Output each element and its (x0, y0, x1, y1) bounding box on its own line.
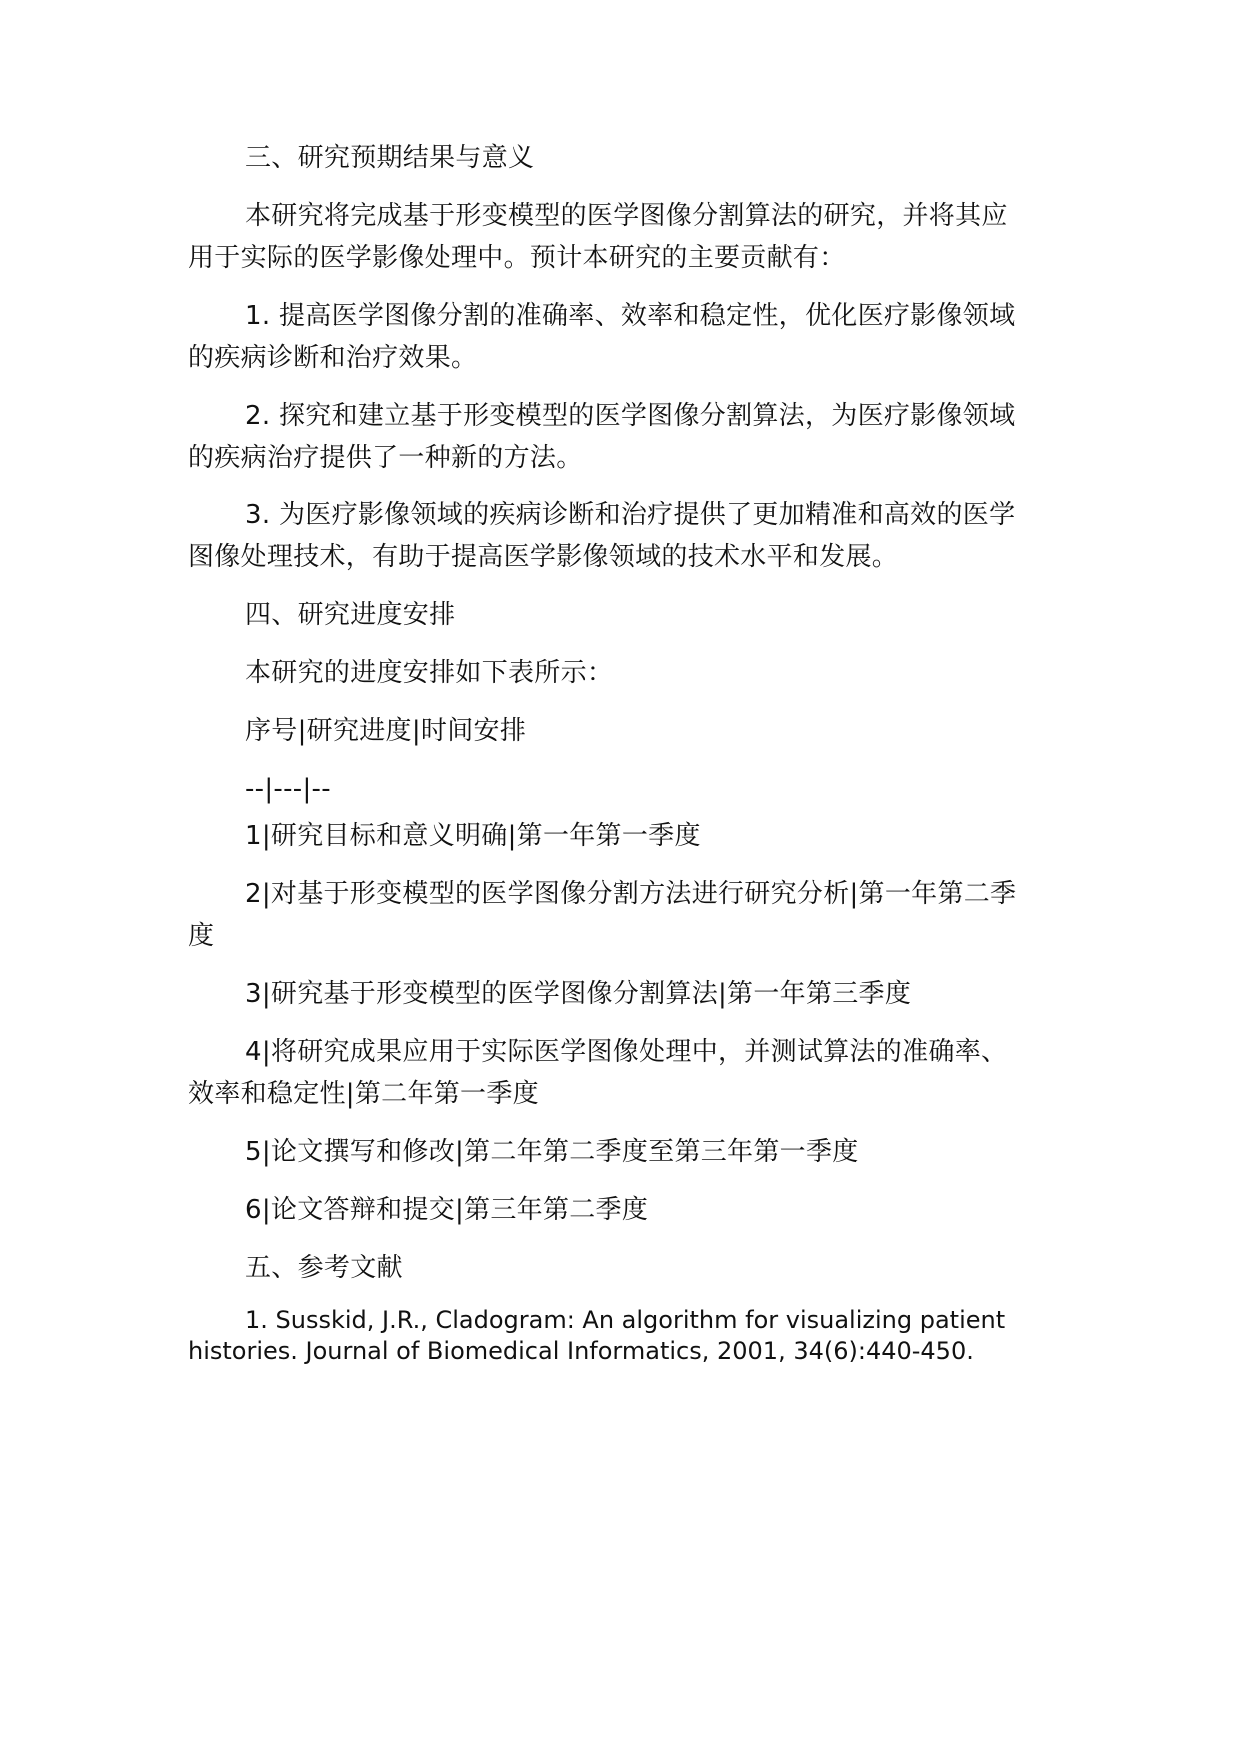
schedule-row-2-line-2: 度 (188, 921, 215, 951)
section-5-heading: 五、参考文献 (245, 1253, 403, 1283)
contribution-2-line-1: 2. 探究和建立基于形变模型的医学图像分割算法，为医疗影像领域 (245, 401, 1016, 431)
section-4-heading: 四、研究进度安排 (245, 600, 456, 630)
contribution-3-line-2: 图像处理技术，有助于提高医学影像领域的技术水平和发展。 (188, 542, 899, 572)
schedule-row-5: 5|论文撰写和修改|第二年第二季度至第三年第一季度 (245, 1137, 859, 1167)
schedule-table-header: 序号|研究进度|时间安排 (245, 716, 527, 746)
reference-1-line-2: histories. Journal of Biomedical Informatics, 2001, 34(6):440-450. (188, 1337, 974, 1365)
contribution-2-line-2: 的疾病治疗提供了一种新的方法。 (188, 443, 583, 473)
schedule-row-6: 6|论文答辩和提交|第三年第二季度 (245, 1195, 649, 1225)
schedule-row-3: 3|研究基于形变模型的医学图像分割算法|第一年第三季度 (245, 979, 912, 1009)
schedule-row-2-line-1: 2|对基于形变模型的医学图像分割方法进行研究分析|第一年第二季 (245, 879, 1017, 909)
reference-1-line-1: 1. Susskid, J.R., Cladogram: An algorithm for visualizing patient (245, 1306, 1006, 1334)
schedule-row-4-line-2: 效率和稳定性|第二年第一季度 (188, 1079, 539, 1109)
schedule-row-1: 1|研究目标和意义明确|第一年第一季度 (245, 821, 701, 851)
schedule-table-separator: --|---|-- (245, 774, 331, 804)
section-3-heading: 三、研究预期结果与意义 (245, 143, 535, 173)
section-3-intro-line-1: 本研究将完成基于形变模型的医学图像分割算法的研究，并将其应 (245, 201, 1008, 231)
schedule-row-4-line-1: 4|将研究成果应用于实际医学图像处理中，并测试算法的准确率、 (245, 1037, 1008, 1067)
contribution-1-line-1: 1. 提高医学图像分割的准确率、效率和稳定性，优化医疗影像领域 (245, 301, 1016, 331)
section-3-intro-line-2: 用于实际的医学影像处理中。预计本研究的主要贡献有： (188, 243, 846, 273)
contribution-1-line-2: 的疾病诊断和治疗效果。 (188, 343, 478, 373)
contribution-3-line-1: 3. 为医疗影像领域的疾病诊断和治疗提供了更加精准和高效的医学 (245, 500, 1016, 530)
section-4-intro: 本研究的进度安排如下表所示： (245, 658, 614, 688)
